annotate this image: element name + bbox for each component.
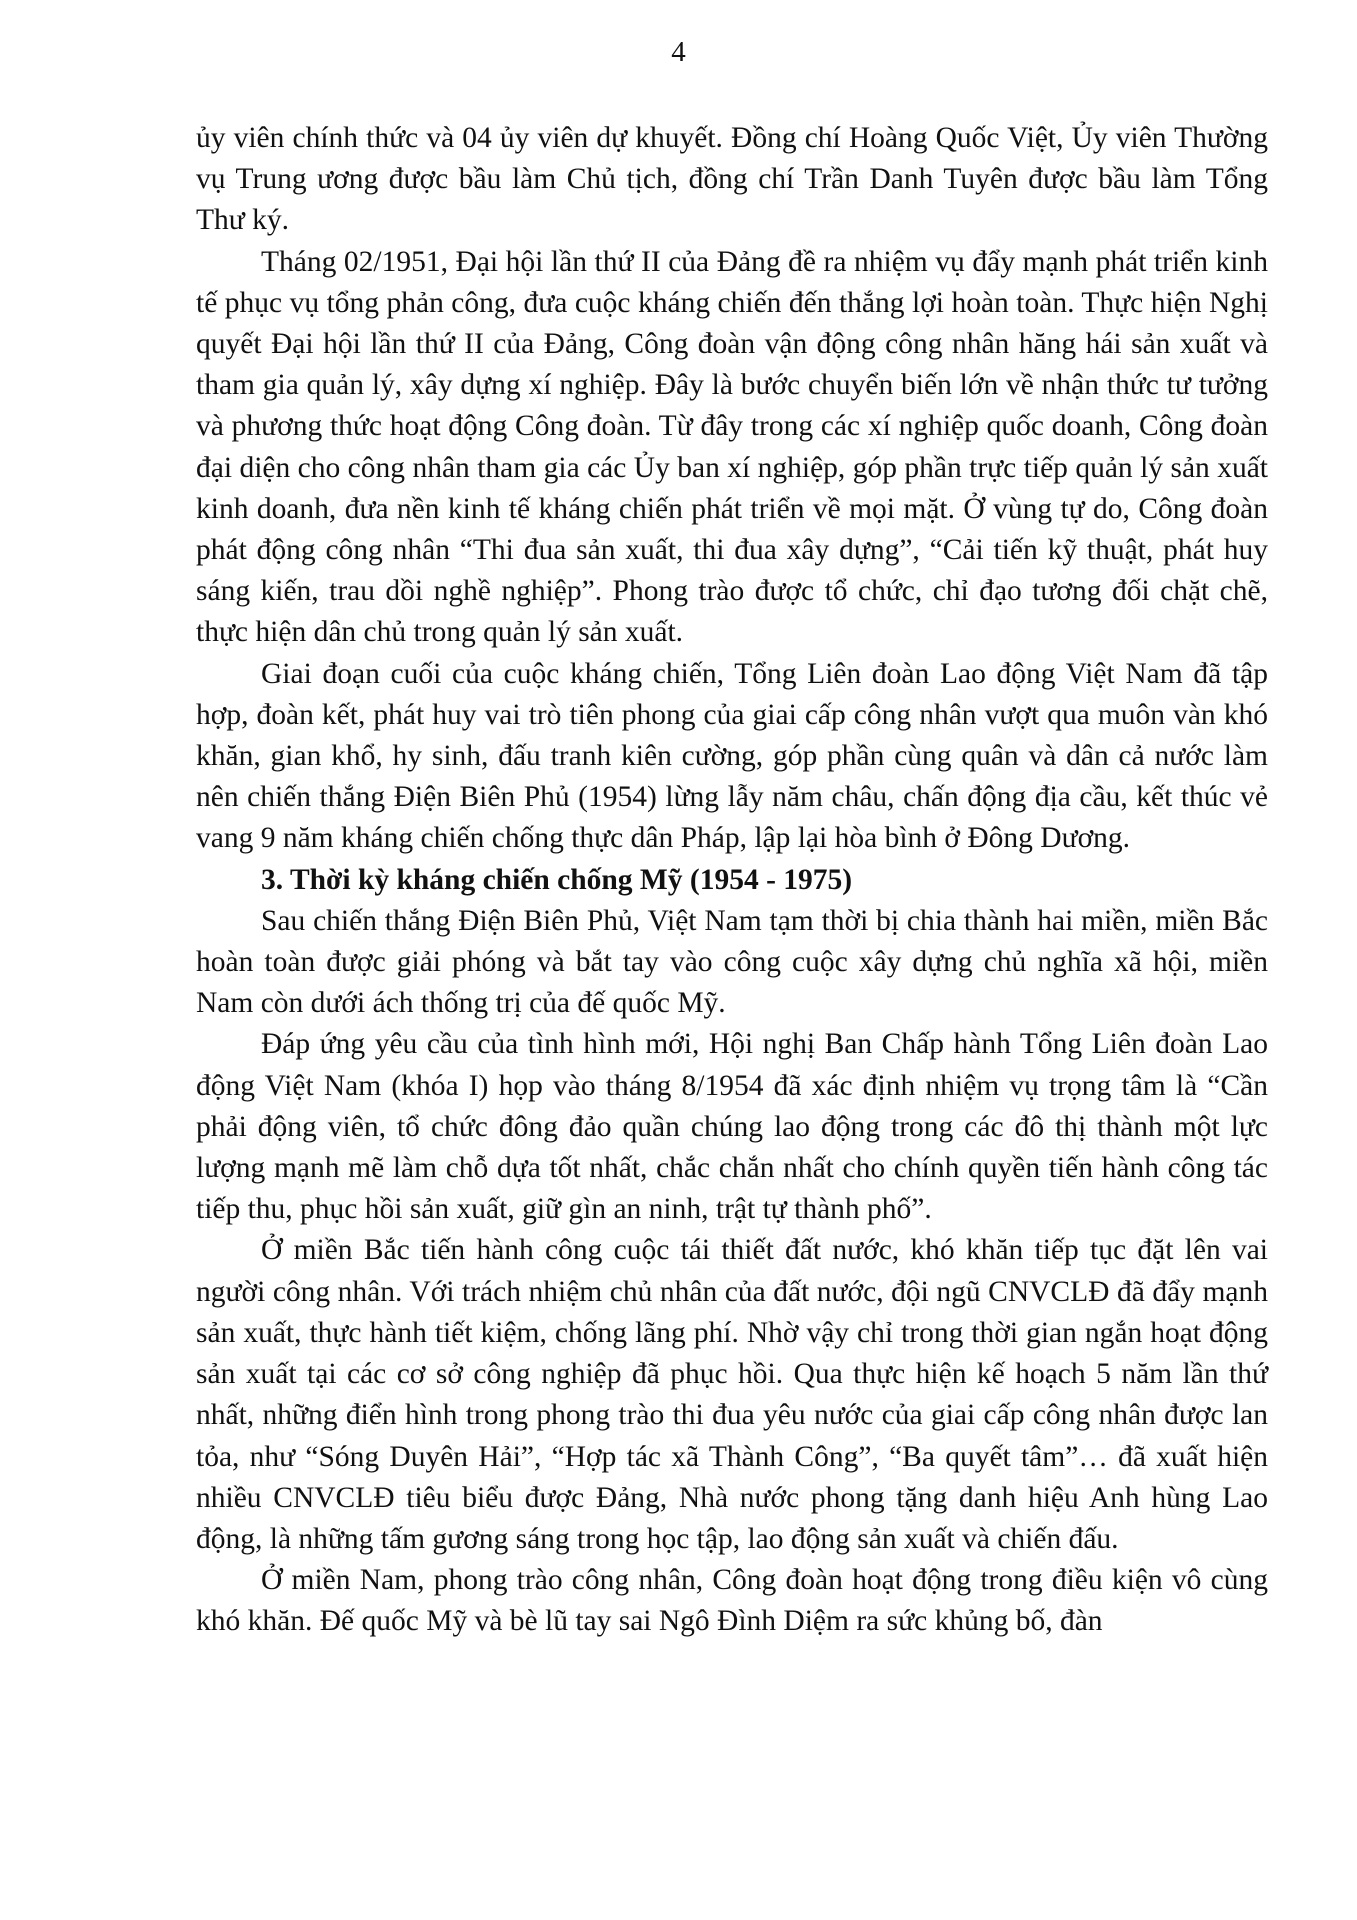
paragraph-continued: ủy viên chính thức và 04 ủy viên dự khuyết. Đồng chí Hoàng Quốc Việt, Ủy viên Thường vụ Trung ương được bầu làm Chủ tịch, đồng chí Trần Danh Tuyên được bầu làm Tổng Thư ký.	[196, 122, 1268, 237]
paragraph-southern-movement: Ở miền Nam, phong trào công nhân, Công đoàn hoạt động trong điều kiện vô cùng khó khăn. Đế quốc Mỹ và bè lũ tay sai Ngô Đình Diệm ra sức khủng bố, đàn	[196, 1564, 1268, 1638]
paragraph-northern-reconstruction: Ở miền Bắc tiến hành công cuộc tái thiết đất nước, khó khăn tiếp tục đặt lên vai người công nhân. Với trách nhiệm chủ nhân của đất nước, đội ngũ CNVCLĐ đã đẩy mạnh sản xuất, thực hành tiết kiệm, chống lãng phí. Nhờ vậy chỉ trong thời gian ngắn hoạt động sản xuất tại các cơ sở công nghiệp đã phục hồi. Qua thực hiện kế hoạch 5 năm lần thứ nhất, những điển hình trong phong trào thi đua yêu nước của giai cấp công nhân được lan tỏa, như “Sóng Duyên Hải”, “Hợp tác xã Thành Công”, “Ba quyết tâm”… đã xuất hiện nhiều CNVCLĐ tiêu biểu được Đảng, Nhà nước phong tặng danh hiệu Anh hùng Lao động, là những tấm gương sáng trong học tập, lao động sản xuất và chiến đấu.	[196, 1234, 1268, 1555]
paragraph-final-stage-resistance: Giai đoạn cuối của cuộc kháng chiến, Tổng Liên đoàn Lao động Việt Nam đã tập hợp, đoàn kết, phát huy vai trò tiên phong của giai cấp công nhân vượt qua muôn vàn khó khăn, gian khổ, hy sinh, đấu tranh kiên cường, góp phần cùng quân và dân cả nước làm nên chiến thắng Điện Biên Phủ (1954) lừng lẫy năm châu, chấn động địa cầu, kết thúc vẻ vang 9 năm kháng chiến chống thực dân Pháp, lập lại hòa bình ở Đông Dương.	[196, 657, 1268, 855]
paragraph-second-congress: Tháng 02/1951, Đại hội lần thứ II của Đảng đề ra nhiệm vụ đẩy mạnh phát triển kinh tế phục vụ tổng phản công, đưa cuộc kháng chiến đến thắng lợi hoàn toàn. Thực hiện Nghị quyết Đại hội lần thứ II của Đảng, Công đoàn vận động công nhân hăng hái sản xuất và tham gia quản lý, xây dựng xí nghiệp. Đây là bước chuyển biến lớn về nhận thức tư tưởng và phương thức hoạt động Công đoàn. Từ đây trong các xí nghiệp quốc doanh, Công đoàn đại diện cho công nhân tham gia các Ủy ban xí nghiệp, góp phần trực tiếp quản lý sản xuất kinh doanh, đưa nền kinh tế kháng chiến phát triển về mọi mặt. Ở vùng tự do, Công đoàn phát động công nhân “Thi đua sản xuất, thi đua xây dựng”, “Cải tiến kỹ thuật, phát huy sáng kiến, trau dồi nghề nghiệp”. Phong trào được tổ chức, chỉ đạo tương đối chặt chẽ, thực hiện dân chủ trong quản lý sản xuất.	[196, 245, 1268, 649]
paragraph-conference-1954: Đáp ứng yêu cầu của tình hình mới, Hội nghị Ban Chấp hành Tổng Liên đoàn Lao động Việt Nam (khóa I) họp vào tháng 8/1954 đã xác định nhiệm vụ trọng tâm là “Cần phải động viên, tổ chức đông đảo quần chúng lao động trong các đô thị thành một lực lượng mạnh mẽ làm chỗ dựa tốt nhất, chắc chắn nhất cho chính quyền tiến hành công tác tiếp thu, phục hồi sản xuất, giữ gìn an ninh, trật tự thành phố”.	[196, 1028, 1268, 1226]
section-heading-anti-us-resistance: 3. Thời kỳ kháng chiến chống Mỹ (1954 - 1975)	[261, 863, 853, 896]
paragraph-after-dien-bien-phu: Sau chiến thắng Điện Biên Phủ, Việt Nam tạm thời bị chia thành hai miền, miền Bắc hoàn toàn được giải phóng và bắt tay vào công cuộc xây dựng chủ nghĩa xã hội, miền Nam còn dưới ách thống trị của đế quốc Mỹ.	[196, 904, 1268, 1020]
page-number: 4	[671, 36, 686, 68]
document-body	[196, 118, 1268, 1643]
